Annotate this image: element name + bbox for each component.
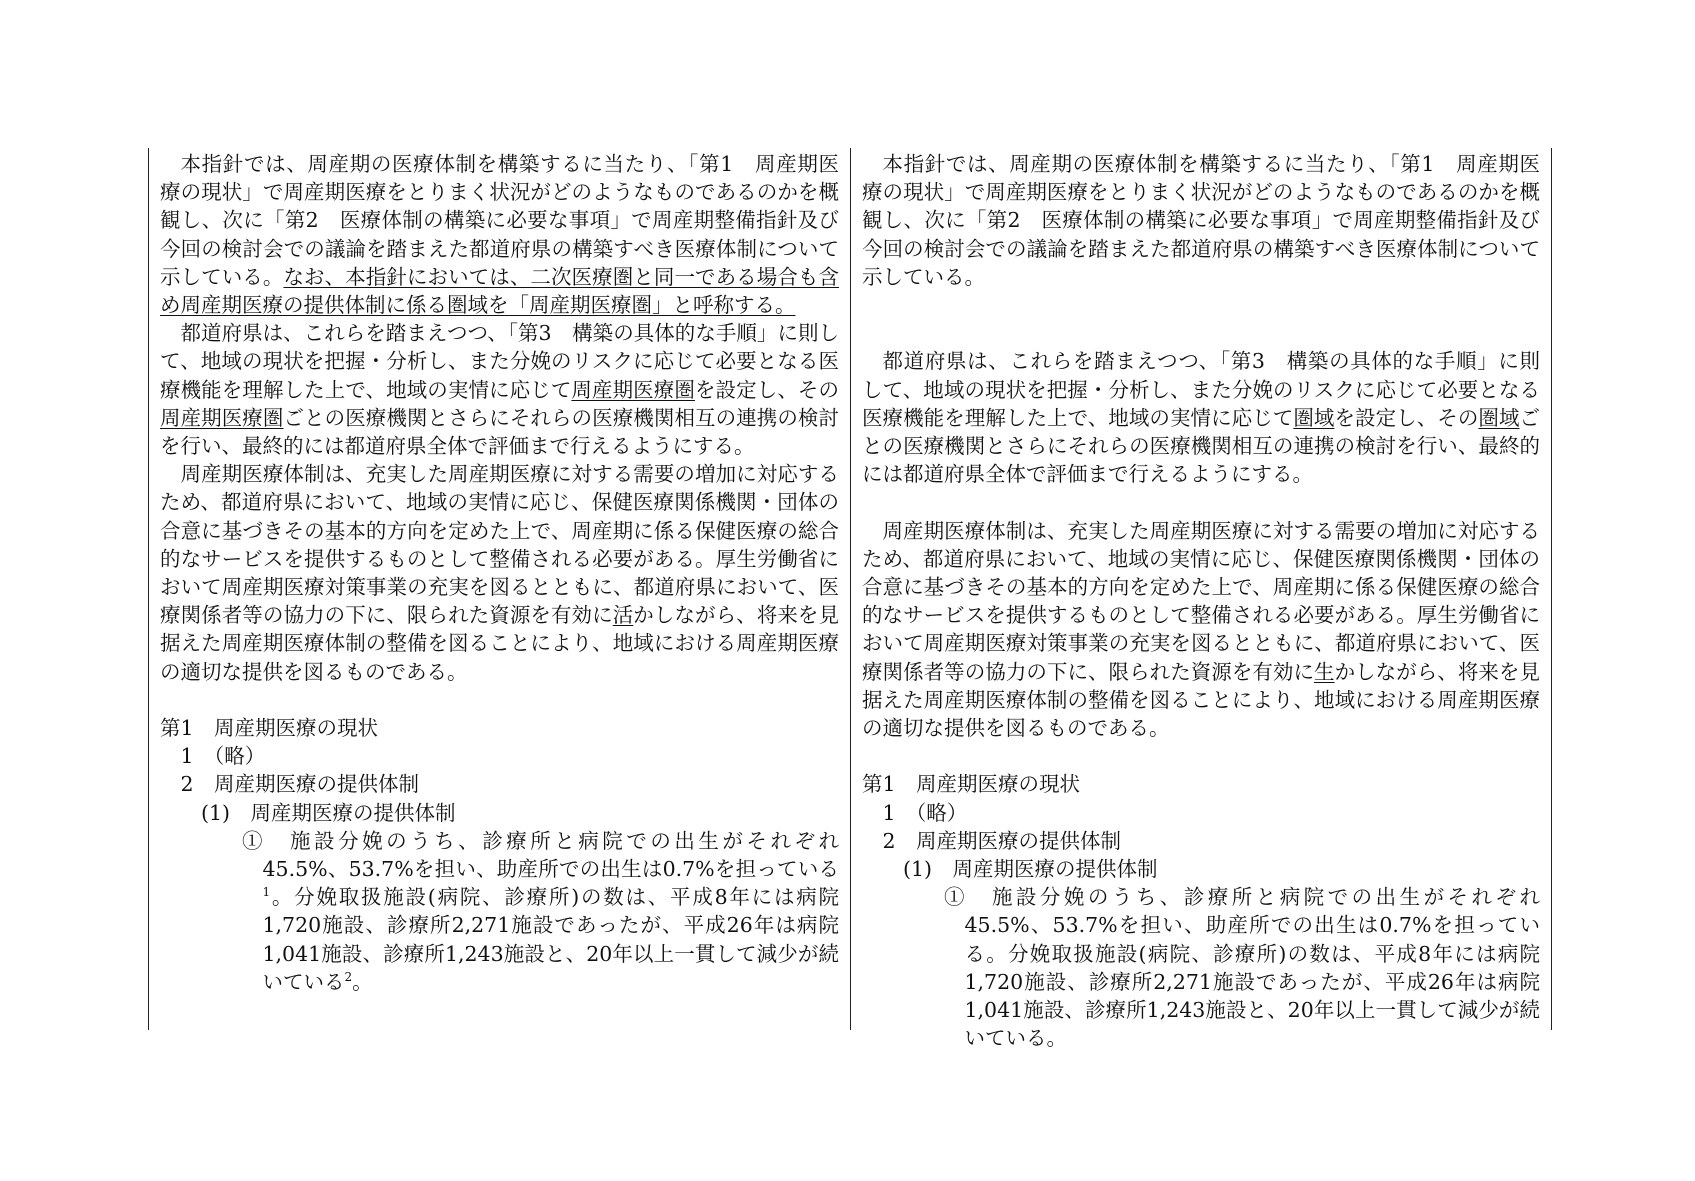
left-paragraph-1 xyxy=(160,150,839,319)
left-heading-2b: 2 周産期医療の提供体制 xyxy=(180,772,420,797)
left-heading-3: (1) 周産期医療の提供体制 xyxy=(201,800,456,825)
comparison-table xyxy=(148,148,1552,1051)
left-heading-2a: 1 （略） xyxy=(180,744,266,769)
left-p3-text-a: 周産期医療体制は、充実した周産期医療に対する需要の増加に対応するため、都道府県において、地域の実情に応じ、保健医療関係機関・団体の合意に基づきその基本的方向を定めた上で、周産期に係る保健医療の総合的なサービスを提供するものとして整備される必要がある。厚生労働省において周産期医療対策事業の充実を図るとともに、都道府県において、医療関係者等の協力の下に、限られた資源を有効に xyxy=(160,462,839,628)
footnote-marker-1: 1 xyxy=(262,885,271,900)
right-spacer-2 xyxy=(862,488,1540,516)
left-p3-text-b: かしながら、将来を見据えた周産期医療体制の整備を図ることにより、地域における周産期医療の適切な提供を図るものである。 xyxy=(160,603,839,684)
right-spacer-1 xyxy=(862,291,1540,347)
right-p2-text-c: ごとの医療機関とさらにそれらの医療機関相互の連携の検討を行い、最終的には都道府県全体で評価まで行えるようにする。 xyxy=(862,405,1541,487)
left-spacer xyxy=(160,686,839,714)
left-item-text-b: 。分娩取扱施設(病院、診療所)の数は、平成8年には病院1,720施設、診療所2,271施設であったが、平成26年は病院1,041施設、診療所1,243施設と、20年以上一貫して減少が続いている xyxy=(262,885,839,994)
left-item-text-a: ① 施設分娩のうち、診療所と病院での出生がそれぞれ45.5%、53.7%を担い、助産所での出生は0.7%を担っている xyxy=(242,828,839,882)
right-paragraph-2 xyxy=(862,347,1540,488)
right-heading-3: (1) 周産期医療の提供体制 xyxy=(903,857,1158,882)
right-paragraph-3 xyxy=(862,517,1540,743)
left-p2-text-a: 都道府県は、これらを踏まえつつ、「第3 構築の具体的な手順」に則して、地域の現状を把握・分析し、また分娩のリスクに応じて必要となる医療機能を理解した上で、地域の実情に応じて xyxy=(160,321,839,402)
left-p2-underlined-2: 周産期医療圏 xyxy=(160,405,284,430)
right-p2-underlined-1: 圏域 xyxy=(1293,405,1335,430)
left-p1-text: 本指針では、周産期の医療体制を構築するに当たり、「第1 周産期医療の現状」で周産期医療をとりまく状況がどのようなものであるのかを概観し、次に「第2 医療体制の構築に必要な事項」で周産期整備指針及び今回の検討会での議論を踏まえた都道府県の構築すべき医療体制について示している。 xyxy=(160,152,839,289)
left-column-revised xyxy=(149,148,850,1030)
footnote-marker-2: 2 xyxy=(344,970,353,985)
right-p2-text-b: を設定し、その xyxy=(1334,405,1479,430)
left-item-text-c: 。 xyxy=(352,969,373,994)
right-paragraph-1: 本指針では、周産期の医療体制を構築するに当たり、「第1 周産期医療の現状」で周産期医療をとりまく状況がどのようなものであるのかを概観し、次に「第2 医療体制の構築に必要な事項」で周産期整備指針及び今回の検討会での議論を踏まえた都道府県の構築すべき医療体制について示している。 xyxy=(862,152,1540,289)
right-spacer-3 xyxy=(862,742,1540,770)
left-p2-underlined-1: 周産期医療圏 xyxy=(571,377,695,402)
right-heading-1: 第1 周産期医療の現状 xyxy=(862,772,1081,797)
right-column-current xyxy=(850,148,1551,1051)
left-heading-1: 第1 周産期医療の現状 xyxy=(160,716,379,741)
right-p2-underlined-2: 圏域 xyxy=(1478,405,1520,430)
right-p2-text-a: 都道府県は、これらを踏まえつつ、「第3 構築の具体的な手順」に則して、地域の現状を把握・分析し、また分娩のリスクに応じて必要となる医療機能を理解した上で、地域の実情に応じて xyxy=(862,349,1540,430)
left-paragraph-3 xyxy=(160,460,839,686)
left-list-item-1 xyxy=(160,827,839,996)
left-p2-text-b: を設定し、その xyxy=(694,377,839,402)
left-p2-text-c: ごとの医療機関とさらにそれらの医療機関相互の連携の検討を行い、最終的には都道府県全体で評価まで行えるようにする。 xyxy=(160,405,839,459)
right-heading-2b: 2 周産期医療の提供体制 xyxy=(882,828,1122,853)
left-p1-underlined-text: なお、本指針においては、二次医療圏と同一である場合も含め周産期医療の提供体制に係る圏域を「周産期医療圏」と呼称する。 xyxy=(160,264,839,318)
left-p3-underlined: 活 xyxy=(612,603,634,628)
right-p3-text-b: かしながら、将来を見据えた周産期医療体制の整備を図ることにより、地域における周産期医療の適切な提供を図るものである。 xyxy=(862,659,1540,741)
right-list-item-1: ① 施設分娩のうち、診療所と病院での出生がそれぞれ45.5%、53.7%を担い、助産所での出生は0.7%を担っている。分娩取扱施設(病院、診療所)の数は、平成8年には病院1,720施設、診療所2,271施設であったが、平成26年は病院1,041施設、診療所1,243施設と、20年以上一貫して減少が続いている。 xyxy=(944,885,1540,1051)
left-paragraph-2 xyxy=(160,319,839,460)
right-p3-text-a: 周産期医療体制は、充実した周産期医療に対する需要の増加に対応するため、都道府県において、地域の実情に応じ、保健医療関係機関・団体の合意に基づきその基本的方向を定めた上で、周産期に係る保健医療の総合的なサービスを提供するものとして整備される必要がある。厚生労働省において周産期医療対策事業の充実を図るとともに、都道府県において、医療関係者等の協力の下に、限られた資源を有効に xyxy=(862,518,1540,684)
right-p3-underlined: 生 xyxy=(1314,659,1335,684)
right-heading-2a: 1 （略） xyxy=(882,800,968,825)
